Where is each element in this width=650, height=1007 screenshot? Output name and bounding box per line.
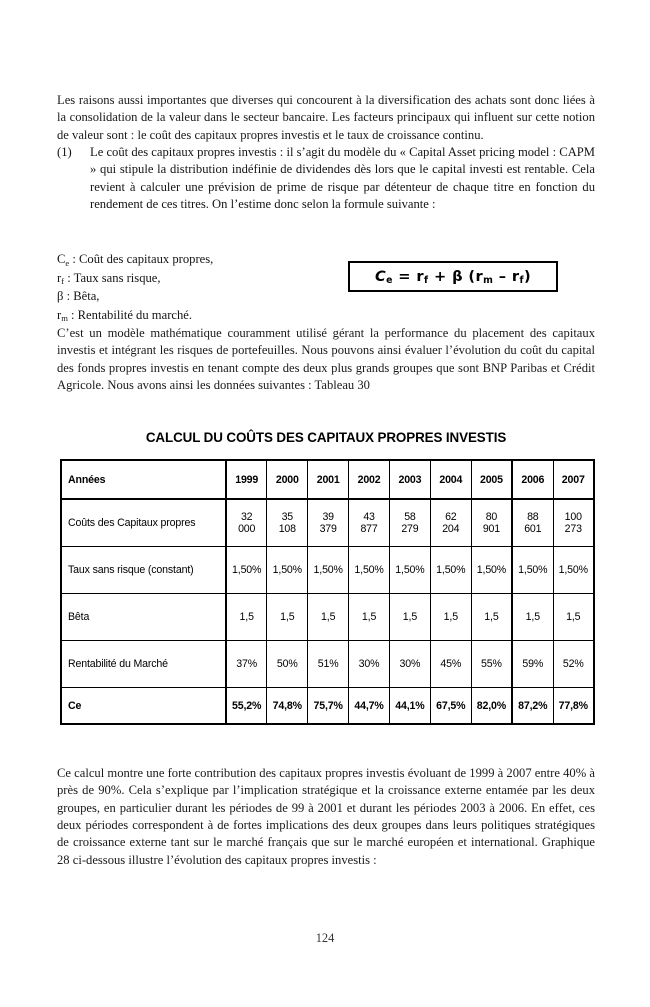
formula-minus: – (493, 268, 512, 285)
table-total-cell: 87,2% (512, 688, 553, 725)
table-cell: 1,50% (349, 547, 390, 594)
formula-ce-subscript: e (386, 275, 393, 287)
table-cell: 1,50% (471, 547, 512, 594)
table-cell: 100 273 (553, 499, 594, 547)
table-cell: 1,5 (471, 594, 512, 641)
intro-paragraph: Les raisons aussi importantes que diverses qui concourent à la diversification des achats sont donc liées à la consolidation de la valeur dans le secteur bancaire. Les facteurs principaux qui influent sur cette notion de valeur sont : le coût des capitaux propres investis et le taux de croissance continu. (57, 93, 595, 142)
table-cell: 1,50% (553, 547, 594, 594)
formula-ce-symbol: C (374, 268, 387, 285)
table-cell: 59% (512, 641, 553, 688)
table-total-cell: 67,5% (430, 688, 471, 725)
table-cell: 32 000 (226, 499, 267, 547)
table-row (61, 547, 594, 594)
table-cell: 1,50% (267, 547, 308, 594)
table-cell: 51% (308, 641, 349, 688)
definition-text: : Rentabilité du marché. (67, 307, 193, 322)
formula-beta-symbol: β (452, 268, 463, 285)
definition-subscript: e (65, 257, 70, 268)
table-row-label: Coûts des Capitaux propres (61, 499, 226, 547)
table-row-label: Taux sans risque (constant) (61, 547, 226, 594)
table-header-year: 2007 (553, 460, 594, 499)
table-header-year: 2001 (308, 460, 349, 499)
after-formula-paragraph: C’est un modèle mathématique couramment utilisé gérant la performance du placement des capitaux investis et intégrant les risques de portefeuilles. Nous pouvons ainsi évaluer l’évolution du coût du capital des fonds propres investis en tenant compte des deux plus grands groupes que sont BNP Paribas et Crédit Agricole. Nous avons ainsi les données suivantes : Tableau 30 (57, 326, 595, 393)
table-header-row (61, 460, 594, 499)
table-header-year: 1999 (226, 460, 267, 499)
formula-rf-symbol: r (416, 268, 424, 285)
table-row-label: Rentabilité du Marché (61, 641, 226, 688)
table-header-label: Années (61, 460, 226, 499)
table-cell: 1,50% (430, 547, 471, 594)
formula-rf2-subscript: f (519, 275, 524, 287)
table-cell: 55% (471, 641, 512, 688)
table-total-cell: 55,2% (226, 688, 267, 725)
table-cell: 1,5 (390, 594, 431, 641)
capm-formula-box (348, 261, 558, 292)
table-cell: 37% (226, 641, 267, 688)
definition-text: : Taux sans risque, (64, 270, 161, 285)
table-header-year: 2005 (471, 460, 512, 499)
table-row (61, 499, 594, 547)
definition-rm (57, 307, 595, 325)
table-cell: 1,5 (308, 594, 349, 641)
table-cell: 1,5 (430, 594, 471, 641)
table-cell: 35 108 (267, 499, 308, 547)
table-cell: 43 877 (349, 499, 390, 547)
table-cell: 58 279 (390, 499, 431, 547)
formula-rm-symbol: r (475, 268, 484, 285)
table-cell: 1,50% (226, 547, 267, 594)
definition-symbol: β (57, 289, 64, 304)
closing-section (57, 765, 595, 869)
table-total-cell: 44,7% (349, 688, 390, 725)
closing-paragraph: Ce calcul montre une forte contribution des capitaux propres investis évoluant de 1999 à 2007 entre 40% à près de 90%. Cela s’explique par l’implication stratégique et la croissance externe entamée par les deux groupes, en particulier durant les périodes de 99 à 2001 et durant les périodes 2003 à 2006. En effet, ces deux périodes correspondent à de fortes implications des deux groupes dans leurs politiques stratégiques de croissance externe tant sur le marché français que sur le marché européen et international. Graphique 28 ci-dessous illustre l’évolution des capitaux propres investis : (57, 766, 595, 867)
table-cell: 62 204 (430, 499, 471, 547)
definition-subscript: m (61, 312, 68, 323)
table-header-year: 2000 (267, 460, 308, 499)
table-cell: 80 901 (471, 499, 512, 547)
table-total-cell: 74,8% (267, 688, 308, 725)
numbered-item-1 (57, 144, 595, 213)
table-total-cell: 82,0% (471, 688, 512, 725)
table-row (61, 641, 594, 688)
table-cell: 30% (390, 641, 431, 688)
formula-close-paren: ) (523, 268, 532, 285)
page-number: 124 (315, 931, 335, 945)
definition-subscript: f (61, 276, 65, 287)
table-title: CALCUL DU COÛTS DES CAPITAUX PROPRES INVESTIS (145, 430, 507, 445)
definition-symbol: C (57, 252, 66, 267)
table-row-label: Bêta (61, 594, 226, 641)
table-row (61, 594, 594, 641)
table-total-cell: 75,7% (308, 688, 349, 725)
table-cell: 39 379 (308, 499, 349, 547)
formula-open-paren: ( (462, 268, 476, 285)
formula-rf2-symbol: r (511, 268, 520, 285)
table-header-year: 2003 (390, 460, 431, 499)
table-cell: 30% (349, 641, 390, 688)
table-cell: 50% (267, 641, 308, 688)
capital-cost-table (60, 459, 595, 725)
table-header-year: 2006 (512, 460, 553, 499)
capm-formula-text (375, 268, 531, 285)
definition-text: : Coût des capitaux propres, (69, 252, 214, 267)
table-cell: 88 601 (512, 499, 553, 547)
definition-symbol: r (57, 270, 62, 285)
table-cell: 1,5 (226, 594, 267, 641)
definition-symbol: r (57, 307, 62, 322)
table-total-row (61, 688, 594, 725)
table-cell: 1,50% (390, 547, 431, 594)
table-total-label: Ce (61, 688, 226, 725)
formula-rm-subscript: m (483, 275, 494, 287)
formula-rf-subscript: f (424, 275, 429, 287)
table-header-year: 2002 (349, 460, 390, 499)
formula-equals: = (392, 268, 417, 285)
list-item-text: Le coût des capitaux propres investis : il s’agit du modèle du « Capital Asset pricing model : CAPM » qui stipule la distribution indéfinie de dividendes dès lors que le capital investi est rentable. Cela revient à calculer une prévision de prime de risque par détenteur de chaque titre en fonction du rendement de ces titres. On l’estime donc selon la formule suivante : (90, 145, 595, 212)
document-body (57, 92, 595, 394)
table-cell: 45% (430, 641, 471, 688)
definition-text: : Bêta, (63, 289, 100, 304)
list-marker: (1) (57, 145, 72, 160)
table-cell: 52% (553, 641, 594, 688)
table-total-cell: 44,1% (390, 688, 431, 725)
table-header-year: 2004 (430, 460, 471, 499)
table-cell: 1,5 (512, 594, 553, 641)
table-cell: 1,50% (512, 547, 553, 594)
table-cell: 1,5 (553, 594, 594, 641)
table-cell: 1,50% (308, 547, 349, 594)
formula-plus: + (428, 268, 453, 285)
table-total-cell: 77,8% (553, 688, 594, 725)
table-cell: 1,5 (349, 594, 390, 641)
table-cell: 1,5 (267, 594, 308, 641)
